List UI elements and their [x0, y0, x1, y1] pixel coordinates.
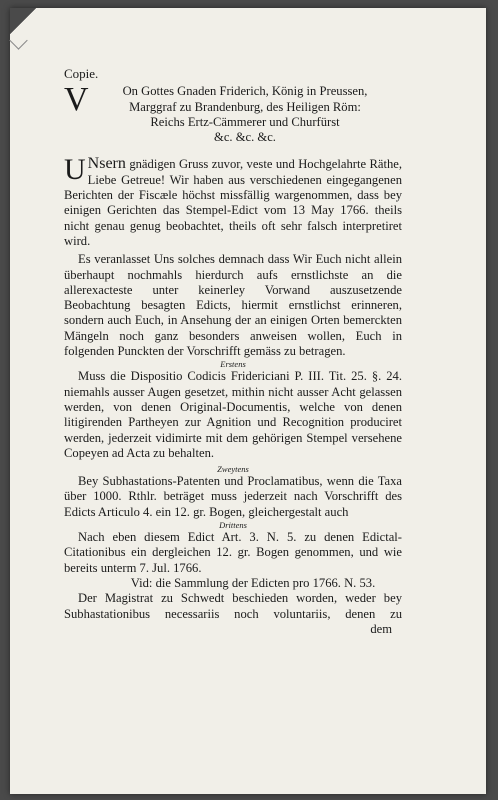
heading-line: &c. &c. &c. [214, 130, 276, 145]
paragraph-magistrate: Der Magistrat zu Schwedt beschieden worden, weder bey Subhastationibus necessariis noch voluntariis, denen zu [64, 591, 402, 621]
drop-initial: U [64, 153, 86, 187]
heading-line: On Gottes Gnaden Friderich, König in Preussen, [122, 84, 368, 99]
fold-mark [9, 31, 27, 49]
copy-label: Copie. [64, 66, 99, 81]
paragraph-text: gnädigen Gruss zuvor, veste und Hochgelahrte Räthe, Liebe Getreue! Wir haben aus verschiedenen eingegangenen Berichten der Fiscæle höchst missfällig wargenommen, dass bey einigen Gerichten das Stempel-Edict vom 13 May 1766. theils nicht genau genug beobachtet, theils oft sehr falsch interpretiret wird. [64, 157, 402, 248]
first-word-rest: Nsern [87, 155, 126, 173]
heading-initial: V [64, 81, 89, 119]
catchword: dem [370, 621, 392, 636]
decree-heading [64, 81, 402, 145]
section-second-text: Bey Subhastations-Patenten und Proclamatibus, wenn die Taxa über 1000. Rthlr. beträget muss jederzeit nach Vorschrifft des Edicts Articulo 4. ein 12. gr. Bogen, gleichergestalt auch [64, 474, 402, 519]
document-body [64, 66, 402, 637]
paragraph-instruction: Es veranlasset Uns solches demnach dass Wir Euch nicht allein überhaupt nochmahls hierdurch aufs ernstlichste an die allerexacteste unter keinerley Vorwand auszusetzende Beobachtung besagten Edicts, hiermit ernstlichst erinneren, sondern auch Euch, in Ansehung der an einigen Orten bemerckten Mängeln noch ganz besonders anweisen wollen, Euch in folgenden Punckten der Vorschrifft gemäss zu betragen. [64, 252, 402, 359]
section-marker-second: Zweytens [217, 464, 249, 475]
paragraph-greeting [64, 153, 402, 249]
section-third-text: Nach eben diesem Edict Art. 3. N. 5. zu denen Edictal-Citationibus ein dergleichen 12. gr. Bogen genommen, und wie bereits unterm 7. Jul. 1766. [64, 530, 402, 575]
document-page [10, 8, 486, 794]
section-marker-first: Erstens [220, 359, 246, 370]
heading-line: Reichs Ertz-Cämmerer und Churfürst [150, 114, 340, 129]
section-first-text: Muss die Dispositio Codicis Fridericiani P. III. Tit. 25. §. 24. niemahls ausser Augen gesetzet, mithin nicht ausser Acht gelassen werden, von denen Original-Documentis, welche von denen litigirenden Partheyen zur Agnition und Recognition produciret werden, jederzeit vidimirte mit dem gehörigen Stempel versehene Copeyen ad Acta zu behalten. [64, 369, 402, 460]
heading-line: Marggraf zu Brandenburg, des Heiligen Röm: [129, 99, 361, 114]
section-marker-third: Drittens [219, 520, 247, 531]
edict-reference: Vid: die Sammlung der Edicten pro 1766. N. 53. [130, 575, 376, 590]
